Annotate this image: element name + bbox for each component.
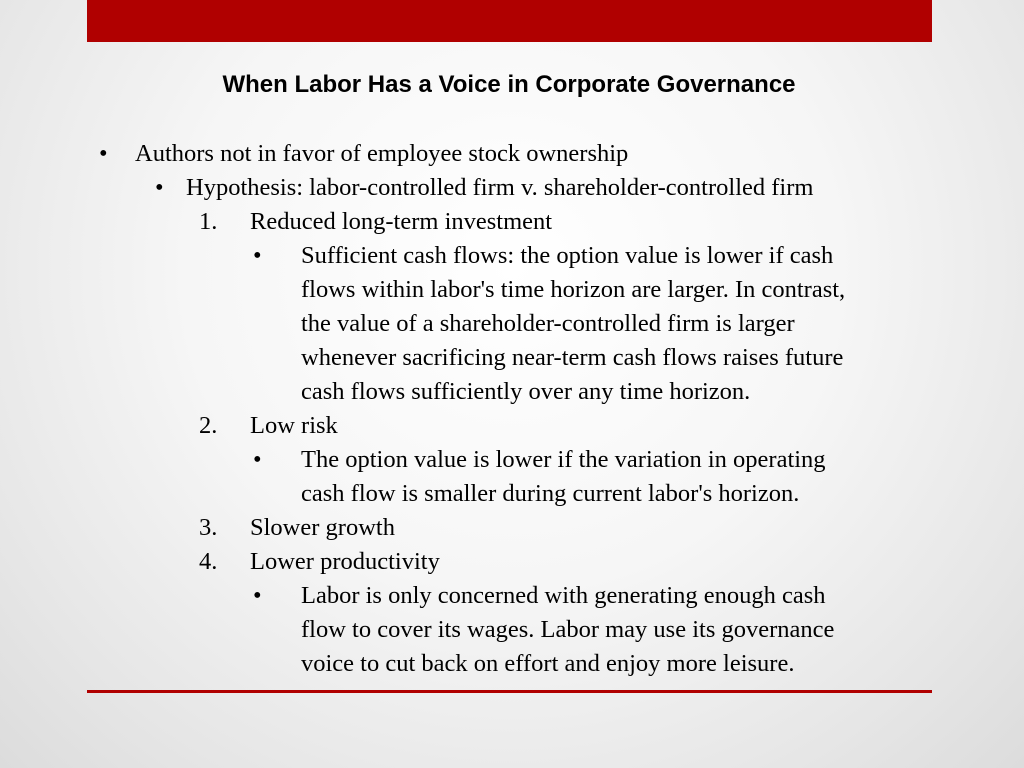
sub-bullet [0, 239, 1024, 273]
bullet-text: Hypothesis: labor-controlled firm v. shareholder-controlled firm [186, 174, 814, 201]
item-text: Lower productivity [250, 548, 440, 575]
sub-bullet-continuation [0, 273, 1024, 307]
sub-bullet-text: flow to cover its wages. Labor may use its governance [301, 616, 835, 643]
sub-bullet-continuation [0, 341, 1024, 375]
bullet-marker: • [253, 242, 262, 269]
sub-bullet-text: whenever sacrificing near-term cash flows raises future [301, 344, 844, 371]
slide-title: When Labor Has a Voice in Corporate Governance [222, 71, 796, 98]
bullet-marker: • [99, 140, 108, 167]
bullet-marker: • [253, 582, 262, 609]
bullet-text: Authors not in favor of employee stock ownership [135, 140, 629, 167]
sub-bullet-text: cash flow is smaller during current labor's horizon. [301, 480, 800, 507]
sub-bullet [0, 579, 1024, 613]
sub-bullet-text: The option value is lower if the variation in operating [301, 446, 826, 473]
bullet-level-2 [0, 171, 1024, 205]
item-number: 3. [199, 514, 218, 541]
item-text: Low risk [250, 412, 338, 439]
header-accent-bar [87, 0, 932, 42]
sub-bullet-text: voice to cut back on effort and enjoy more leisure. [301, 650, 795, 677]
sub-bullet-continuation [0, 647, 1024, 681]
sub-bullet-text: Sufficient cash flows: the option value is lower if cash [301, 242, 834, 269]
slide-body [0, 137, 1024, 681]
sub-bullet-text: cash flows sufficiently over any time horizon. [301, 378, 751, 405]
numbered-item-4 [0, 545, 1024, 579]
sub-bullet-text: Labor is only concerned with generating enough cash [301, 582, 826, 609]
item-text: Slower growth [250, 514, 395, 541]
item-number: 4. [199, 548, 218, 575]
footer-divider [87, 690, 932, 693]
sub-bullet-continuation [0, 375, 1024, 409]
item-number: 1. [199, 208, 218, 235]
sub-bullet-text: flows within labor's time horizon are larger. In contrast, [301, 276, 846, 303]
bullet-marker: • [253, 446, 262, 473]
sub-bullet-text: the value of a shareholder-controlled firm is larger [301, 310, 795, 337]
item-text: Reduced long-term investment [250, 208, 553, 235]
sub-bullet-continuation [0, 307, 1024, 341]
bullet-marker: • [155, 174, 164, 201]
numbered-item-3 [0, 511, 1024, 545]
sub-bullet-continuation [0, 613, 1024, 647]
numbered-item-1 [0, 205, 1024, 239]
sub-bullet-continuation [0, 477, 1024, 511]
sub-bullet [0, 443, 1024, 477]
bullet-level-1 [0, 137, 1024, 171]
item-number: 2. [199, 412, 218, 439]
numbered-item-2 [0, 409, 1024, 443]
